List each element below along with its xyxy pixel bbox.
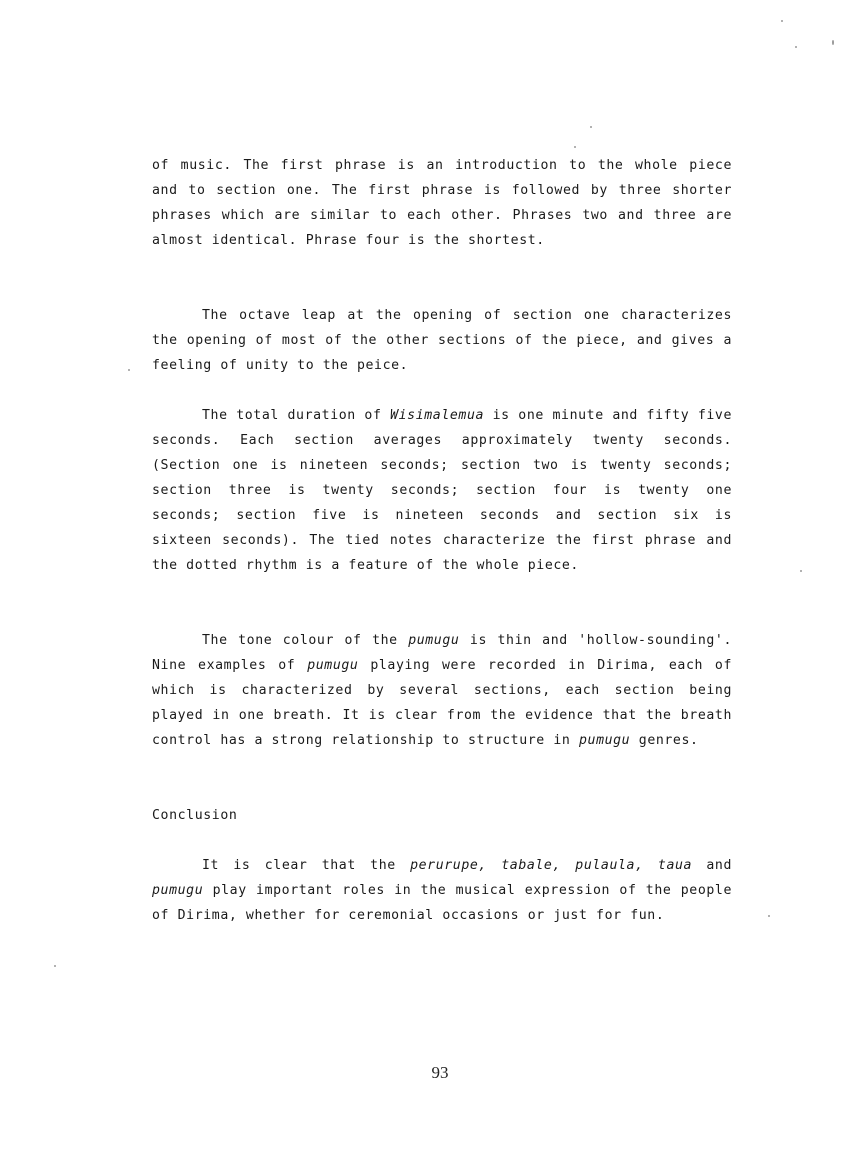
paragraph-4-text-b: is thin and 'hollow-sounding'. Nine examples of: [152, 633, 732, 673]
instrument-term: pumugu: [152, 883, 204, 898]
paragraph-3-text-b: is one minute and fifty five seconds. Each section averages approximately twenty seconds. (Section one is nineteen seconds; section two is twenty seconds; section three is twenty seconds; section four is twenty one seconds; section five is nineteen seconds and section six is sixteen seconds). The tied notes characterize the first phrase and the dotted rhythm is a feature of the whole piece.: [152, 408, 732, 573]
scan-speck: [781, 20, 783, 22]
paragraph-4-text-d: genres.: [630, 733, 699, 748]
paragraph-4-text-a: The tone colour of the: [202, 633, 409, 648]
instrument-term: pumugu: [408, 633, 460, 648]
paragraph-3-text-a: The total duration of: [202, 408, 391, 423]
piece-title: Wisimalemua: [390, 408, 485, 423]
scan-speck: [832, 40, 834, 45]
paragraph-5: [152, 853, 732, 928]
paragraph-5-text-b: and: [692, 858, 732, 873]
paragraph-4: [152, 628, 732, 753]
paragraph-3: [152, 403, 732, 578]
scan-speck: [768, 915, 770, 917]
page-number: 93: [431, 1063, 449, 1082]
scan-speck: [800, 570, 802, 572]
scan-speck: [128, 369, 130, 371]
paragraph-1: [152, 153, 732, 253]
instrument-list: perurupe, tabale, pulaula, taua: [410, 858, 693, 873]
scan-speck: [795, 46, 797, 48]
instrument-term: pumugu: [307, 658, 359, 673]
section-heading-text: Conclusion: [152, 808, 238, 823]
paragraph-2: [152, 303, 732, 378]
scan-speck: [54, 965, 56, 967]
section-heading: [152, 803, 732, 828]
instrument-term: pumugu: [578, 733, 631, 748]
scan-speck: [590, 126, 592, 128]
paragraph-2-text: The octave leap at the opening of section one characterizes the opening of most of the other sections of the piece, and gives a feeling of unity to the peice.: [152, 308, 732, 373]
paragraph-1-text: of music. The first phrase is an introduction to the whole piece and to section one. The first phrase is followed by three shorter phrases which are similar to each other. Phrases two and three are almost identical. Phrase four is the shortest.: [152, 158, 732, 248]
paragraph-5-text-a: It is clear that the: [202, 858, 411, 873]
paragraph-5-text-c: play important roles in the musical expression of the people of Dirima, whether for ceremonial occasions or just for fun.: [152, 883, 732, 923]
paragraph-4-text-c: playing were recorded in Dirima, each of which is characterized by several sections, each section being played in one breath. It is clear from the evidence that the breath control has a strong relationship to structure in: [152, 658, 732, 748]
scan-speck: [574, 146, 576, 148]
